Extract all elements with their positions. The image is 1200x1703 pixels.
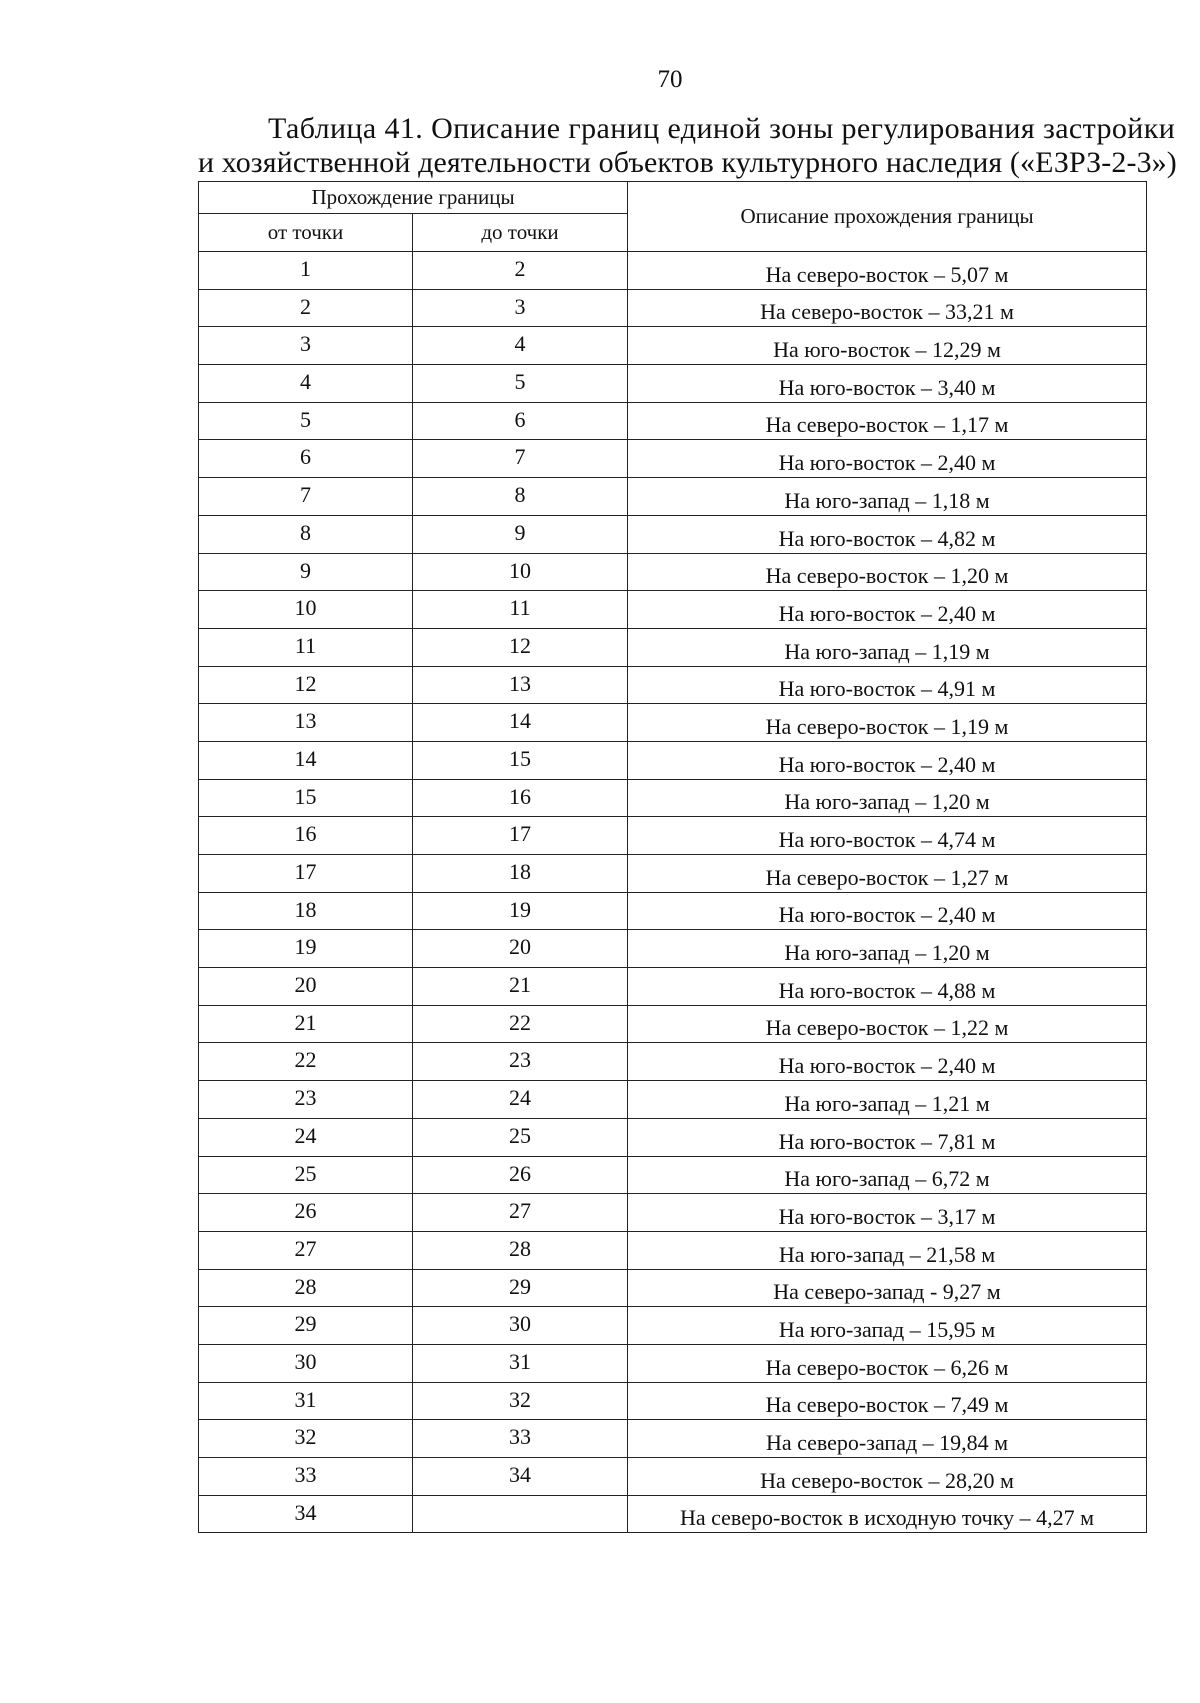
table-row [199,817,1147,855]
to-point-cell: 2 [413,252,628,290]
description-cell: На юго-запад – 1,20 м [628,779,1147,817]
description-cell: На северо-восток – 6,26 м [628,1344,1147,1382]
page-number: 70 [657,66,683,93]
to-point-cell: 8 [413,478,628,516]
from-point-cell: 20 [199,968,413,1006]
to-point-cell: 29 [413,1269,628,1307]
description-cell: На северо-восток – 1,20 м [628,553,1147,591]
table-row [199,855,1147,893]
to-point-cell: 22 [413,1005,628,1043]
description-cell: На юго-запад – 1,18 м [628,478,1147,516]
table-row [199,591,1147,629]
from-point-cell: 13 [199,704,413,742]
description-cell: На юго-восток – 12,29 м [628,327,1147,365]
description-cell: На юго-восток – 2,40 м [628,1043,1147,1081]
to-point-cell: 12 [413,628,628,666]
to-point-cell: 7 [413,440,628,478]
from-point-cell: 19 [199,930,413,968]
from-point-cell: 11 [199,628,413,666]
description-cell: На юго-запад – 1,20 м [628,930,1147,968]
from-point-cell: 12 [199,666,413,704]
table-header [199,182,1147,252]
description-cell: На юго-восток – 4,88 м [628,968,1147,1006]
description-cell: На юго-восток – 2,40 м [628,591,1147,629]
description-cell: На северо-восток – 7,49 м [628,1382,1147,1420]
description-cell: На северо-восток в исходную точку – 4,27 м [628,1495,1147,1533]
description-cell: На северо-запад – 19,84 м [628,1420,1147,1458]
table-row [199,1269,1147,1307]
table-row [199,1231,1147,1269]
description-cell: На юго-восток – 3,40 м [628,365,1147,403]
table-row [199,892,1147,930]
to-point-cell [413,1495,628,1533]
description-cell: На северо-восток – 5,07 м [628,252,1147,290]
from-point-cell: 16 [199,817,413,855]
boundary-description-table [198,181,1147,1533]
description-cell: На северо-восток – 1,17 м [628,402,1147,440]
from-point-cell: 15 [199,779,413,817]
to-point-cell: 17 [413,817,628,855]
table-row [199,1156,1147,1194]
from-point-cell: 23 [199,1081,413,1119]
table-row [199,1081,1147,1119]
table-row [199,1307,1147,1345]
description-cell: На юго-запад – 6,72 м [628,1156,1147,1194]
to-point-cell: 19 [413,892,628,930]
to-point-cell: 9 [413,515,628,553]
from-point-cell: 2 [199,289,413,327]
from-point-cell: 14 [199,741,413,779]
to-point-cell: 3 [413,289,628,327]
to-point-cell: 18 [413,855,628,893]
table-row [199,968,1147,1006]
from-point-cell: 9 [199,553,413,591]
from-point-cell: 22 [199,1043,413,1081]
description-cell: На юго-запад – 1,21 м [628,1081,1147,1119]
from-point-cell: 1 [199,252,413,290]
description-cell: На северо-запад - 9,27 м [628,1269,1147,1307]
to-point-cell: 11 [413,591,628,629]
from-point-cell: 26 [199,1194,413,1232]
from-point-cell: 8 [199,515,413,553]
table-row [199,1495,1147,1533]
table-row [199,1420,1147,1458]
table-row [199,1043,1147,1081]
table-row [199,402,1147,440]
to-point-cell: 25 [413,1118,628,1156]
from-point-cell: 5 [199,402,413,440]
table-row [199,478,1147,516]
from-point-cell: 33 [199,1458,413,1496]
from-point-cell: 3 [199,327,413,365]
header-from-point: от точки [199,214,413,252]
to-point-cell: 14 [413,704,628,742]
description-cell: На юго-запад – 21,58 м [628,1231,1147,1269]
table-row [199,252,1147,290]
to-point-cell: 4 [413,327,628,365]
to-point-cell: 30 [413,1307,628,1345]
description-cell: На юго-восток – 2,40 м [628,440,1147,478]
from-point-cell: 4 [199,365,413,403]
table-row [199,704,1147,742]
description-cell: На северо-восток – 28,20 м [628,1458,1147,1496]
table-row [199,1118,1147,1156]
from-point-cell: 28 [199,1269,413,1307]
description-cell: На юго-восток – 3,17 м [628,1194,1147,1232]
description-cell: На северо-восток – 1,19 м [628,704,1147,742]
to-point-cell: 27 [413,1194,628,1232]
from-point-cell: 24 [199,1118,413,1156]
from-point-cell: 7 [199,478,413,516]
description-cell: На юго-восток – 7,81 м [628,1118,1147,1156]
header-to-point: до точки [413,214,628,252]
to-point-cell: 5 [413,365,628,403]
from-point-cell: 18 [199,892,413,930]
to-point-cell: 33 [413,1420,628,1458]
table-row [199,515,1147,553]
to-point-cell: 31 [413,1344,628,1382]
description-cell: На северо-восток – 1,22 м [628,1005,1147,1043]
to-point-cell: 28 [413,1231,628,1269]
header-boundary-passage: Прохождение границы [199,182,628,214]
table-row [199,1005,1147,1043]
table-row [199,1194,1147,1232]
table-row [199,365,1147,403]
description-cell: На северо-восток – 33,21 м [628,289,1147,327]
to-point-cell: 21 [413,968,628,1006]
from-point-cell: 29 [199,1307,413,1345]
from-point-cell: 31 [199,1382,413,1420]
description-cell: На юго-восток – 2,40 м [628,741,1147,779]
to-point-cell: 24 [413,1081,628,1119]
from-point-cell: 10 [199,591,413,629]
from-point-cell: 30 [199,1344,413,1382]
table-row [199,553,1147,591]
table-title-line-1: Таблица 41. Описание границ единой зоны регулирования застройки [268,112,1176,145]
table-row [199,930,1147,968]
table-body [199,252,1147,1533]
table-row [199,1344,1147,1382]
table-title-line-2: и хозяйственной деятельности объектов культурного наследия («ЕЗРЗ-2-3») [198,146,1177,179]
to-point-cell: 6 [413,402,628,440]
to-point-cell: 32 [413,1382,628,1420]
description-cell: На юго-запад – 15,95 м [628,1307,1147,1345]
to-point-cell: 20 [413,930,628,968]
from-point-cell: 6 [199,440,413,478]
description-cell: На юго-восток – 4,91 м [628,666,1147,704]
header-description: Описание прохождения границы [628,182,1147,252]
to-point-cell: 16 [413,779,628,817]
table-row [199,1382,1147,1420]
from-point-cell: 17 [199,855,413,893]
to-point-cell: 23 [413,1043,628,1081]
table-row [199,779,1147,817]
from-point-cell: 32 [199,1420,413,1458]
description-cell: На юго-восток – 2,40 м [628,892,1147,930]
to-point-cell: 15 [413,741,628,779]
from-point-cell: 34 [199,1495,413,1533]
table-row [199,628,1147,666]
description-cell: На северо-восток – 1,27 м [628,855,1147,893]
table-row [199,666,1147,704]
table-row [199,440,1147,478]
table-row [199,327,1147,365]
from-point-cell: 21 [199,1005,413,1043]
to-point-cell: 13 [413,666,628,704]
to-point-cell: 34 [413,1458,628,1496]
table-row [199,1458,1147,1496]
description-cell: На юго-восток – 4,74 м [628,817,1147,855]
description-cell: На юго-восток – 4,82 м [628,515,1147,553]
table-row [199,289,1147,327]
from-point-cell: 27 [199,1231,413,1269]
from-point-cell: 25 [199,1156,413,1194]
description-cell: На юго-запад – 1,19 м [628,628,1147,666]
table-row [199,741,1147,779]
to-point-cell: 10 [413,553,628,591]
to-point-cell: 26 [413,1156,628,1194]
